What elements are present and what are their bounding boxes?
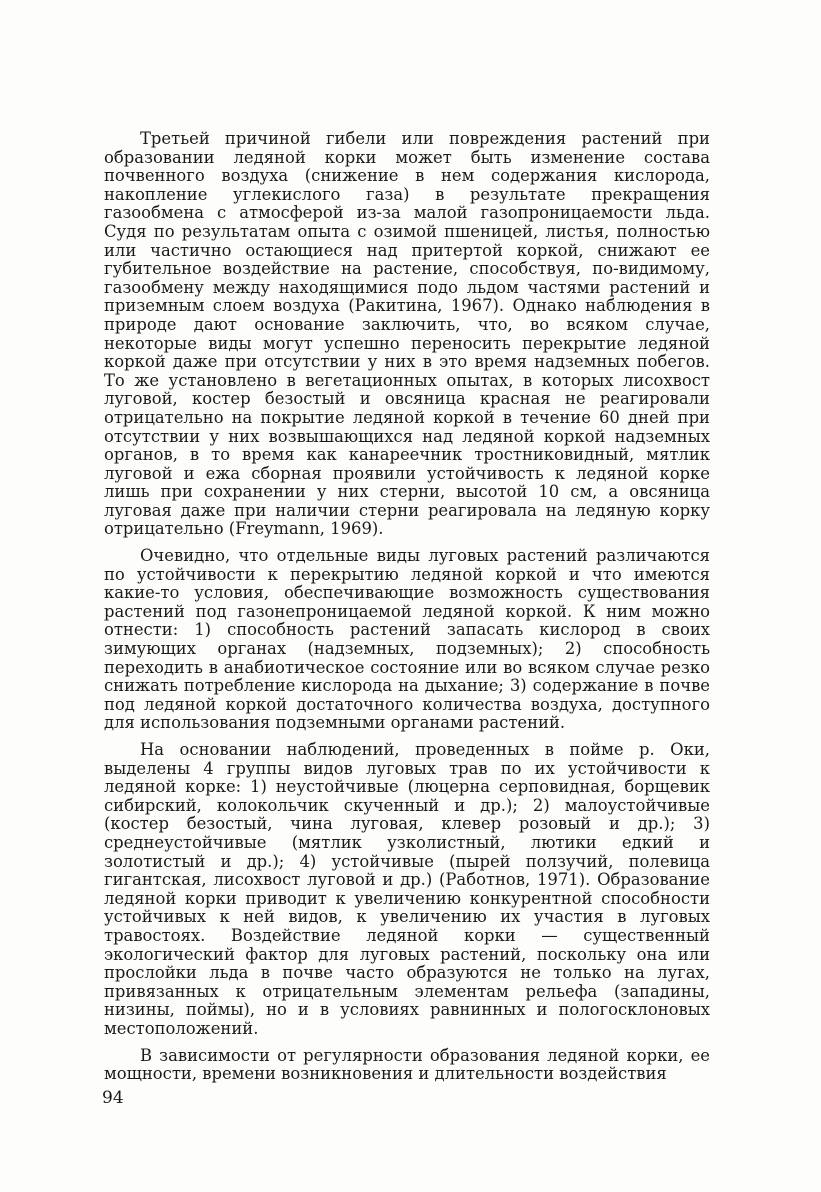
paragraph-3: На основании наблюдений, проведенных в пойме р. Оки, выделены 4 группы видов луговых трав по их устойчивости к ледяной корке: 1) неустойчивые (люцерна серповидная, борщевик сибирский, колокольчик скученный и др.); 2) малоустойчивые (костер безостый, чина луговая, клевер розовый и др.); 3) среднеустойчивые (мятлик узколистный, лютики едкий и золотистый и др.); 4) устойчивые (пырей ползучий, полевица гигантская, лисохвост луговой и др.) (Работнов, 1971). Образование ледяной корки приводит к увеличению конкурентной способности устойчивых к ней видов, к увеличению их участия в луговых травостоях. Воздействие ледяной корки — существенный экологический фактор для луговых растений, поскольку она или прослойки льда в почве часто образуются не только на лугах, привязанных к отрицательным элементам рельефа (западины, низины, поймы), но и в условиях равнинных и пологосклоновых местоположений. <box>104 740 710 1038</box>
paragraph-4: В зависимости от регулярности образования ледяной корки, ее мощности, времени возникновения и длительности воздействия <box>104 1045 710 1084</box>
body-text <box>104 130 710 1084</box>
paragraph-2: Очевидно, что отдельные виды луговых растений различаются по устойчивости к перекрытию ледяной коркой и что имеются какие-то условия, обеспечивающие возможность существования растений под газонепроницаемой ледяной коркой. К ним можно отнести: 1) способность растений запасать кислород в своих зимующих органах (надземных, подземных); 2) способность переходить в анабиотическое состояние или во всяком случае резко снижать потребление кислорода на дыхание; 3) содержание в почве под ледяной коркой достаточного количества воздуха, доступного для использования подземными органами растений. <box>104 546 710 733</box>
page-number: 94 <box>102 1088 124 1108</box>
paragraph-1: Третьей причиной гибели или повреждения растений при образовании ледяной корки может быть изменение состава почвенного воздуха (снижение в нем содержания кислорода, накопление углекислого газа) в результате прекращения газообмена с атмосферой из-за малой газопроницаемости льда. Судя по результатам опыта с озимой пшеницей, листья, полностью или частично остающиеся над притертой коркой, снижают ее губительное воздействие на растение, способствуя, по-видимому, газообмену между находящимися подо льдом частями растений и приземным слоем воздуха (Ракитина, 1967). Однако наблюдения в природе дают основание заключить, что, во всяком случае, некоторые виды могут успешно переносить перекрытие ледяной коркой даже при отсутствии у них в это время надземных побегов. То же установлено в вегетационных опытах, в которых лисохвост луговой, костер безостый и овсяница красная не реагировали отрицательно на покрытие ледяной коркой в течение 60 дней при отсутствии у них возвышающихся над ледяной коркой надземных органов, в то время как канареечник тростниковидный, мятлик луговой и ежа сборная проявили устойчивость к ледяной корке лишь при сохранении у них стерни, высотой 10 см, а овсяница луговая даже при наличии стерни реагировала на ледяную корку отрицательно (Freymann, 1969). <box>104 129 710 539</box>
